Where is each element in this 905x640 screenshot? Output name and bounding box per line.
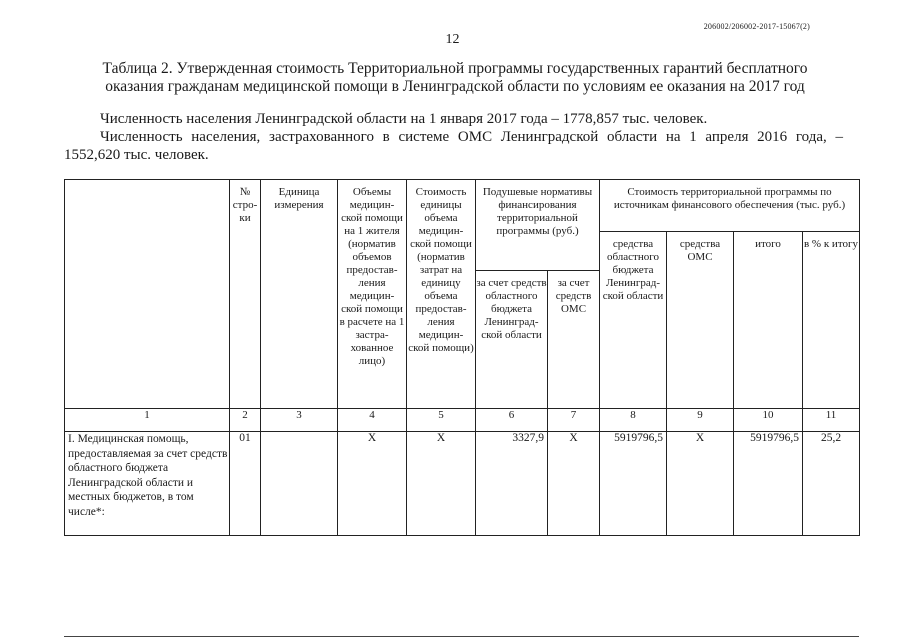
insured-population-text-continued: 1552,620 тыс. человек. — [64, 147, 209, 163]
column-number: 7 — [548, 409, 600, 432]
column-number: 10 — [734, 409, 803, 432]
header-volume: Объемы медицин- ской помощи на 1 жителя (норматив объемов предостав- ления медицин- ской помощи в расчете на 1 застра- хованное лицо) — [338, 180, 407, 409]
page-bottom-rule — [64, 636, 859, 637]
column-number: 2 — [230, 409, 261, 432]
column-number: 5 — [407, 409, 476, 432]
row-cost-oms: Х — [667, 432, 734, 536]
header-cost: Стоимость территориальной программы по источникам финансового обеспечения (тыс. руб.) — [600, 180, 860, 232]
row-cost-percent: 25,2 — [803, 432, 860, 536]
table-row — [65, 432, 860, 536]
header-cost-regional: средства областного бюджета Ленинград- ской области — [600, 232, 667, 409]
row-name: I. Медицинская помощь, предоставляемая за счет средств областного бюджета Ленинградской области и местных бюджетов, в том числе*: — [65, 432, 230, 536]
page-number: 12 — [445, 32, 460, 47]
population-text: Численность населения Ленинградской области на 1 января 2017 года – 1778,857 тыс. человек. — [100, 111, 708, 127]
insured-population-text: Численность населения, застрахованного в системе ОМС Ленинградской области на 1 апреля 2016 года, – — [100, 129, 843, 145]
row-volume: Х — [338, 432, 407, 536]
row-per-capita-oms: Х — [548, 432, 600, 536]
document-id: 206002/206002-2017-15067(2) — [703, 22, 810, 31]
row-per-capita-regional: 3327,9 — [476, 432, 548, 536]
header-name-empty — [65, 180, 230, 409]
header-per-capita-oms: за счет средств ОМС — [548, 271, 600, 409]
row-number: 01 — [230, 432, 261, 536]
column-number: 4 — [338, 409, 407, 432]
header-unit: Единица измерения — [261, 180, 338, 409]
row-unit-cost: Х — [407, 432, 476, 536]
header-row-number: № стро- ки — [230, 180, 261, 409]
header-cost-total: итого — [734, 232, 803, 409]
column-number: 8 — [600, 409, 667, 432]
row-unit — [261, 432, 338, 536]
header-per-capita-regional: за счет средств областного бюджета Ленинград- ской области — [476, 271, 548, 409]
column-number: 3 — [261, 409, 338, 432]
column-number: 9 — [667, 409, 734, 432]
header-cost-oms: средства ОМС — [667, 232, 734, 409]
header-per-capita: Подушевые нормативы финансирования территориальной программы (руб.) — [476, 180, 600, 271]
column-number: 11 — [803, 409, 860, 432]
row-cost-total: 5919796,5 — [734, 432, 803, 536]
header-cost-percent: в % к итогу — [803, 232, 860, 409]
column-number: 1 — [65, 409, 230, 432]
row-cost-regional: 5919796,5 — [600, 432, 667, 536]
column-numbers-row — [65, 409, 860, 432]
header-unit-cost: Стоимость единицы объема медицин- ской помощи (норматив затрат на единицу объема предостав- ления медицин- ской помощи) — [407, 180, 476, 409]
column-number: 6 — [476, 409, 548, 432]
table-title: Таблица 2. Утвержденная стоимость Территориальной программы государственных гарантий бесплатного оказания гражданам медицинской помощи в Ленинградской области по условиям ее оказания на 2017 год — [102, 60, 808, 95]
cost-table — [64, 179, 860, 536]
